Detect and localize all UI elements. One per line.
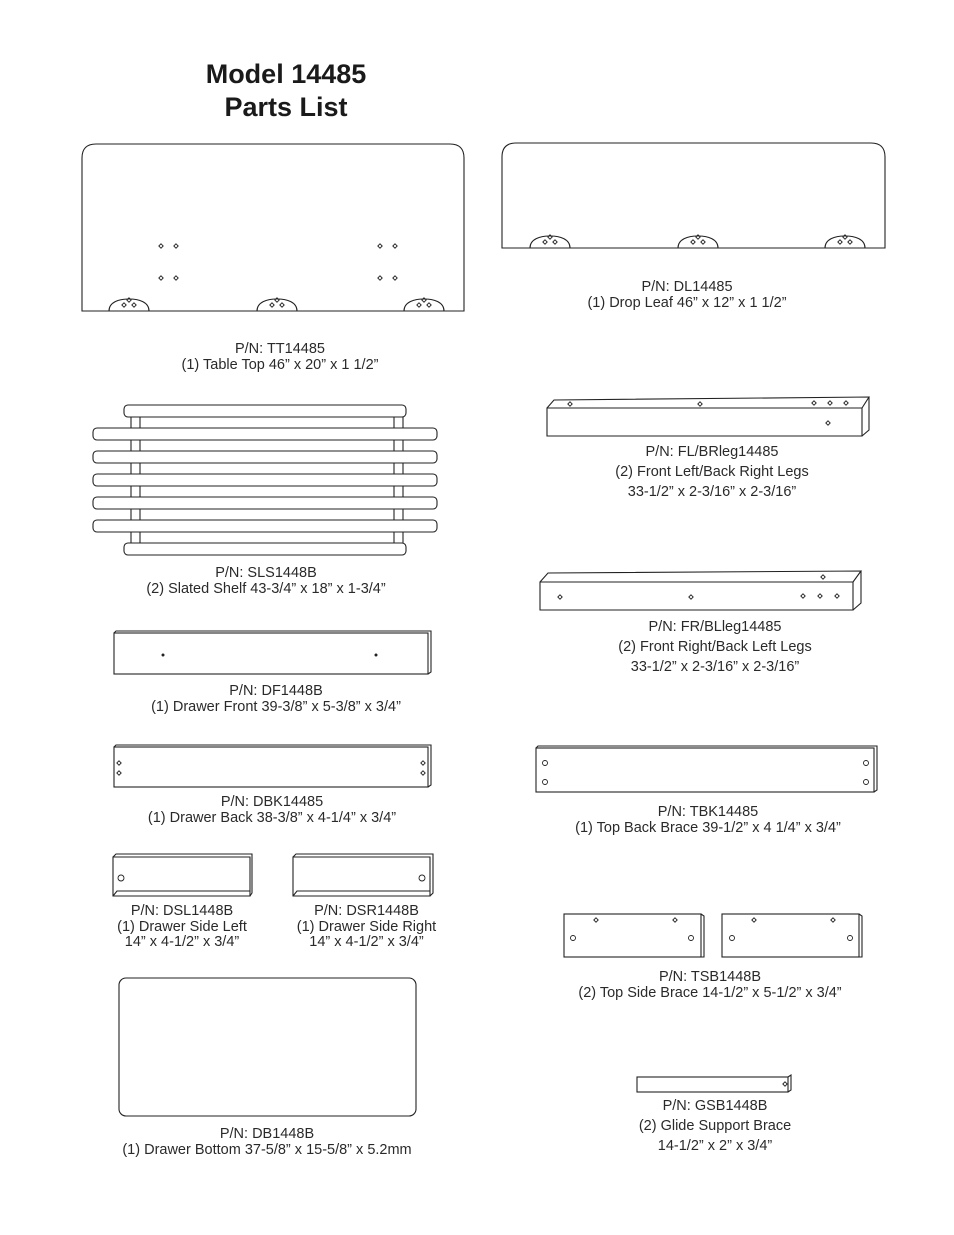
desc-drawer-bottom: (1) Drawer Bottom 37-5/8” x 15-5/8” x 5.2mm bbox=[122, 1141, 412, 1158]
desc-front-right-legs: (2) Front Right/Back Left Legs bbox=[618, 639, 812, 655]
drawer-side-left-drawing bbox=[113, 854, 252, 896]
desc-drawer-side-right: (1) Drawer Side Right bbox=[296, 918, 437, 935]
caption-drawer-back bbox=[122, 795, 422, 826]
pn-drop-leaf: P/N: DL14485 bbox=[641, 279, 733, 295]
pn-drawer-side-right: P/N: DSR1448B bbox=[314, 903, 419, 919]
desc-top-back-brace: (1) Top Back Brace 39-1/2” x 4 1/4” x 3/4” bbox=[575, 819, 841, 836]
size-drawer-side-right: 14” x 4-1/2” x 3/4” bbox=[309, 934, 424, 950]
title-line-2: Parts List bbox=[224, 92, 348, 122]
drawer-back-drawing bbox=[114, 745, 431, 787]
caption-top-side-brace bbox=[555, 970, 865, 1001]
desc-glide-support-brace: (2) Glide Support Brace bbox=[638, 1118, 792, 1134]
drawer-side-right-drawing bbox=[293, 854, 433, 896]
glide-support-brace-drawing bbox=[637, 1075, 791, 1092]
top-back-brace-drawing bbox=[536, 746, 877, 792]
front-left-leg-drawing bbox=[547, 397, 869, 436]
drawer-bottom-drawing bbox=[119, 978, 416, 1116]
caption-slated-shelf bbox=[116, 566, 416, 597]
size-front-right-legs: 33-1/2” x 2-3/16” x 2-3/16” bbox=[630, 659, 800, 675]
size-glide-support-brace: 14-1/2” x 2” x 3/4” bbox=[657, 1138, 773, 1154]
pn-glide-support-brace: P/N: GSB1448B bbox=[662, 1098, 768, 1114]
caption-glide-support-brace bbox=[610, 1096, 820, 1156]
title-line-1: Model 14485 bbox=[205, 59, 367, 89]
pn-table-top: P/N: TT14485 bbox=[234, 341, 325, 357]
desc-drop-leaf: (1) Drop Leaf 46” x 12” x 1 1/2” bbox=[587, 294, 787, 311]
pn-drawer-back: P/N: DBK14485 bbox=[220, 794, 324, 810]
pn-top-side-brace: P/N: TSB1448B bbox=[658, 969, 762, 985]
desc-table-top: (1) Table Top 46” x 20” x 1 1/2” bbox=[181, 356, 379, 373]
caption-drawer-bottom bbox=[102, 1127, 432, 1158]
pn-drawer-bottom: P/N: DB1448B bbox=[219, 1126, 315, 1142]
pn-slated-shelf: P/N: SLS1448B bbox=[215, 565, 317, 581]
pn-drawer-side-left: P/N: DSL1448B bbox=[130, 903, 234, 919]
caption-front-right-legs bbox=[575, 617, 855, 677]
desc-slated-shelf: (2) Slated Shelf 43-3/4” x 18” x 1-3/4” bbox=[146, 580, 386, 597]
caption-drop-leaf bbox=[552, 280, 822, 311]
size-drawer-side-left: 14” x 4-1/2” x 3/4” bbox=[124, 934, 240, 950]
desc-drawer-front: (1) Drawer Front 39-3/8” x 5-3/8” x 3/4” bbox=[151, 698, 401, 715]
top-side-brace-drawing bbox=[564, 914, 862, 957]
slated-shelf-drawing bbox=[93, 405, 437, 555]
drop-leaf-drawing bbox=[502, 143, 885, 248]
caption-drawer-side-right bbox=[289, 904, 444, 951]
drawer-front-drawing bbox=[114, 631, 431, 674]
size-front-left-legs: 33-1/2” x 2-3/16” x 2-3/16” bbox=[627, 484, 797, 500]
desc-drawer-back: (1) Drawer Back 38-3/8” x 4-1/4” x 3/4” bbox=[147, 809, 397, 826]
front-right-leg-drawing bbox=[540, 571, 861, 610]
caption-table-top bbox=[140, 342, 420, 373]
desc-drawer-side-left: (1) Drawer Side Left bbox=[117, 918, 247, 935]
caption-drawer-front bbox=[126, 684, 426, 715]
caption-drawer-side-left bbox=[107, 904, 257, 951]
desc-front-left-legs: (2) Front Left/Back Right Legs bbox=[615, 464, 809, 480]
pn-front-left-legs: P/N: FL/BRleg14485 bbox=[645, 444, 779, 460]
caption-top-back-brace bbox=[548, 805, 868, 836]
pn-drawer-front: P/N: DF1448B bbox=[229, 683, 323, 699]
table-top-drawing bbox=[82, 144, 464, 311]
pn-top-back-brace: P/N: TBK14485 bbox=[657, 804, 759, 820]
caption-front-left-legs bbox=[572, 442, 852, 502]
desc-top-side-brace: (2) Top Side Brace 14-1/2” x 5-1/2” x 3/4” bbox=[578, 984, 842, 1001]
pn-front-right-legs: P/N: FR/BLleg14485 bbox=[648, 619, 782, 635]
